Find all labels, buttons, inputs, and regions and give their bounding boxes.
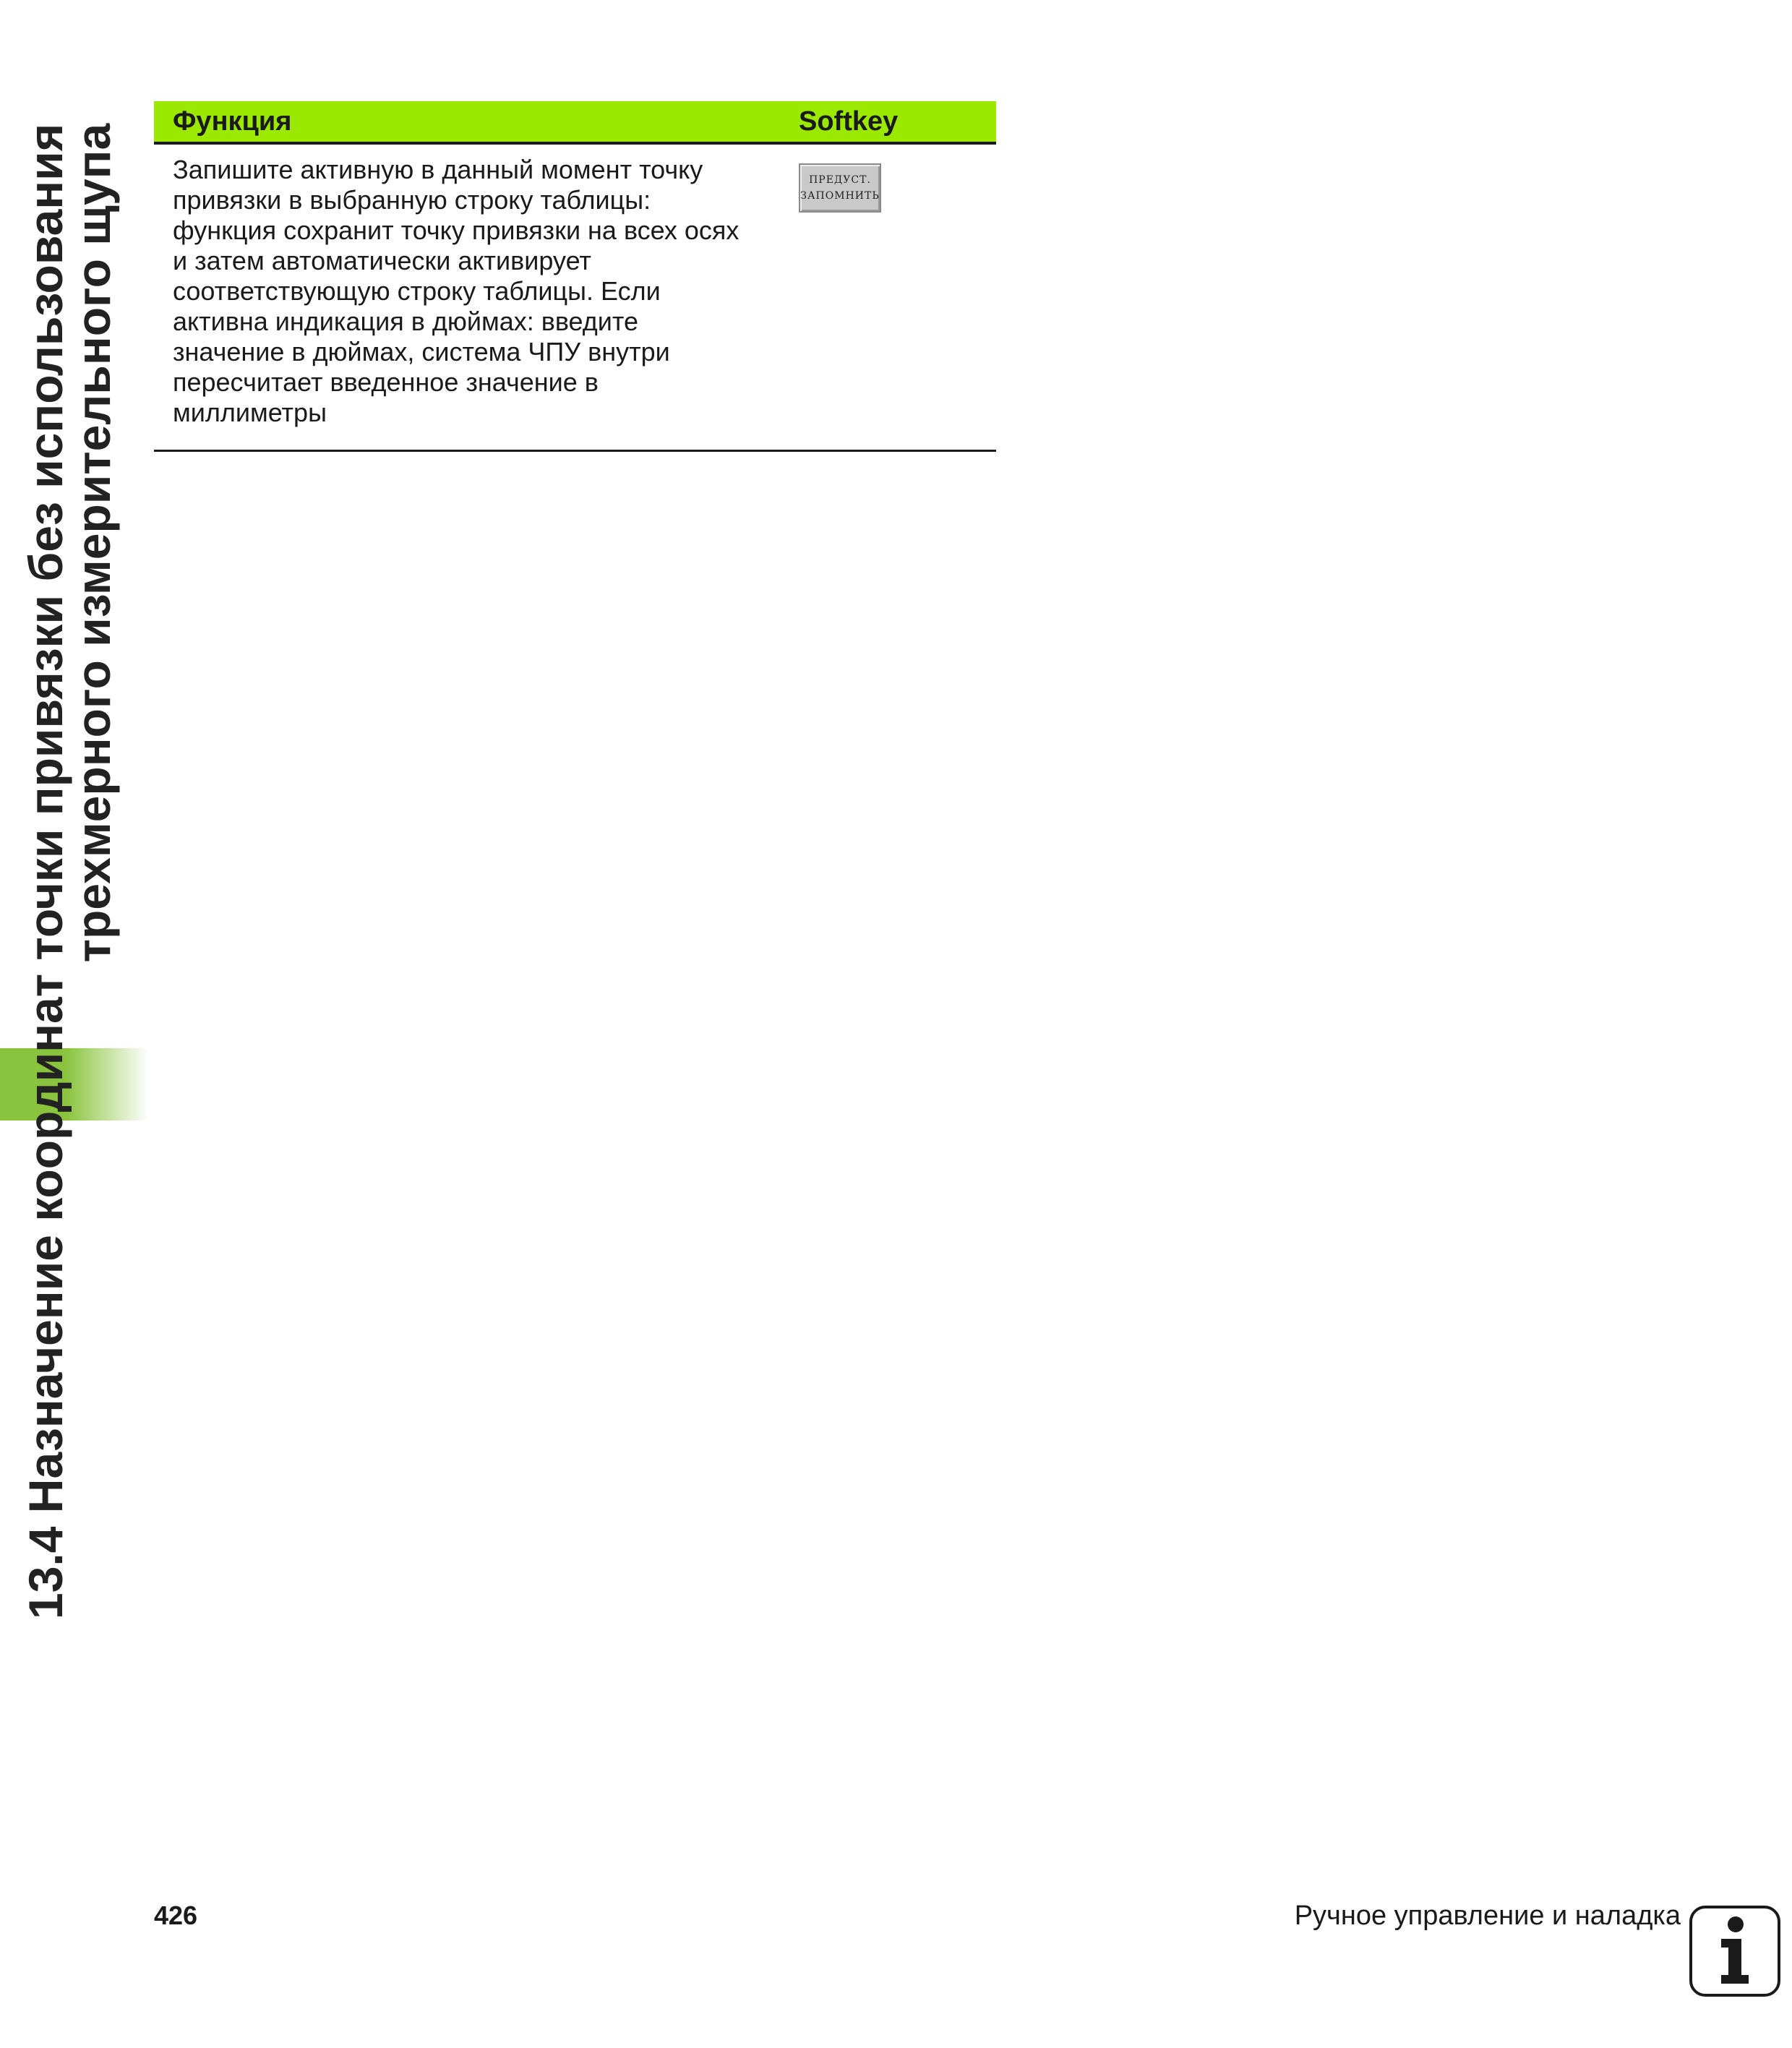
table-header: [154, 101, 996, 145]
description-line: функция сохранит точку привязки на всех осях: [173, 215, 739, 245]
description-line: активна индикация в дюймах: введите: [173, 307, 639, 336]
preset-save-softkey[interactable]: [799, 163, 881, 213]
function-softkey-table: [154, 101, 996, 452]
chapter-heading-line-1: 13.4 Назначение координат точки привязки без использования: [19, 123, 72, 1619]
description-line: пересчитает введенное значение в: [173, 367, 599, 397]
chapter-heading-line-2: трехмерного измерительного щупа: [67, 123, 120, 963]
page-number: 426: [154, 1901, 198, 1930]
description-line: соответствующую строку таблицы. Если: [173, 276, 661, 306]
description-line: значение в дюймах, система ЧПУ внутри: [173, 337, 670, 367]
description-line: привязки в выбранную строку таблицы:: [173, 185, 651, 215]
softkey-label-line-2: ЗАПОМНИТЬ: [800, 190, 880, 202]
description-line: Запишите активную в данный момент точку: [173, 155, 703, 184]
chapter-heading: [19, 123, 120, 1619]
footer-chapter-title: Ручное управление и наладка: [1294, 1901, 1681, 1931]
header-function: Функция: [173, 106, 292, 137]
function-description: [173, 155, 780, 428]
header-softkey: Softkey: [799, 106, 899, 137]
description-line: и затем автоматически активирует: [173, 246, 591, 275]
description-line: миллиметры: [173, 398, 327, 427]
table-row: [154, 145, 996, 452]
info-icon: [1689, 1906, 1780, 1997]
softkey-label-line-1: ПРЕДУСТ.: [809, 174, 871, 186]
